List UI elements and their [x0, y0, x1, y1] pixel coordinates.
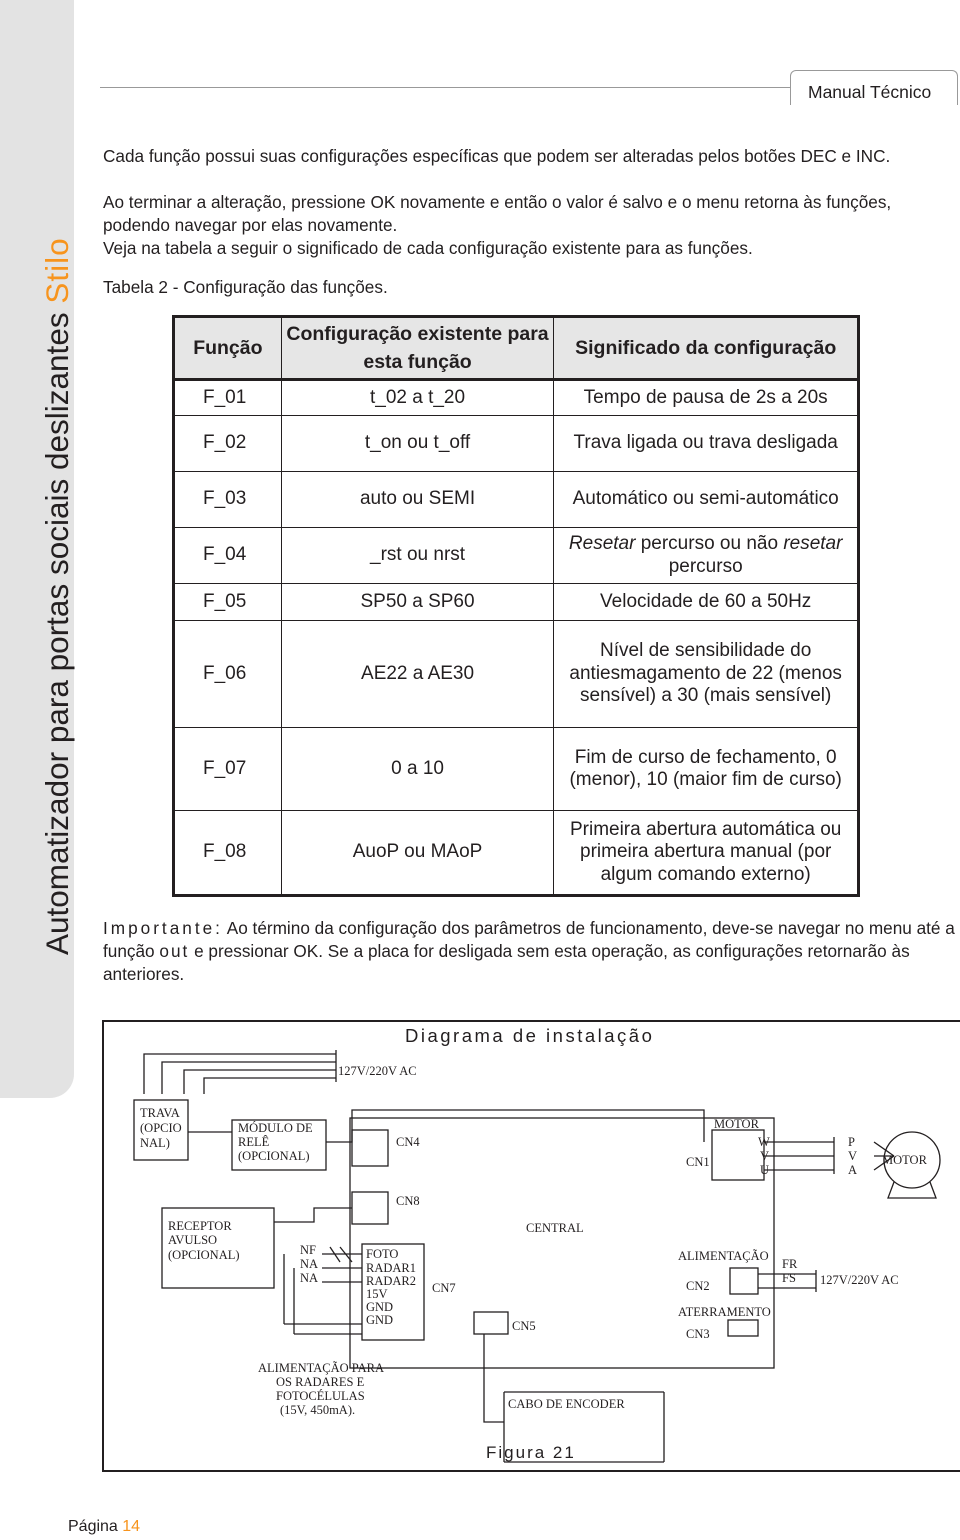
wire: [274, 1208, 352, 1222]
diagram-title: Diagrama de instalação: [405, 1025, 655, 1046]
sidebar-title: [37, 237, 77, 955]
alim-radares-label-4: (15V, 450mA).: [280, 1403, 356, 1417]
header-cell-config: Configuração existente para esta função: [281, 317, 554, 380]
table-caption: Tabela 2 - Configuração das funções.: [103, 277, 388, 297]
cell-config: _rst ou nrst: [281, 528, 554, 584]
function-table: [172, 315, 860, 897]
cell-significado: [554, 528, 859, 584]
alim-radares-label-3: FOTOCÉLULAS: [276, 1389, 365, 1403]
important-lead: Importante:: [103, 918, 223, 938]
table-row: [174, 584, 859, 621]
central-label: CENTRAL: [526, 1221, 584, 1235]
fs-label: FS: [782, 1271, 796, 1285]
cell-significado: Trava ligada ou trava desligada: [554, 416, 859, 472]
cell-significado: Tempo de pausa de 2s a 20s: [554, 380, 859, 416]
cn8-label: CN8: [396, 1194, 420, 1208]
important-text-1: Ao término da configuração dos parâmetros de funcionamento, deve-se navegar no menu até a função: [103, 918, 955, 961]
encoder-label: CABO DE ENCODER: [508, 1397, 625, 1411]
ac-top-label: 127V/220V AC: [338, 1064, 417, 1078]
cell-significado: Automático ou semi-automático: [554, 472, 859, 528]
diagram-svg: [104, 1022, 960, 1470]
a-label: A: [848, 1163, 858, 1177]
intro-paragraph-3: Veja na tabela a seguir o significado de cada configuração existente para as funções.: [103, 238, 753, 258]
motor-base: [888, 1182, 936, 1198]
wire: [184, 1070, 336, 1094]
cell-config: SP50 a SP60: [281, 584, 554, 621]
intro-paragraph-1: Cada função possui suas configurações específicas que podem ser alteradas pelos botões DEC e INC.: [103, 146, 891, 166]
cell-significado: Fim de curso de fechamento, 0 (menor), 10 (maior fim de curso): [554, 728, 859, 811]
receptor-label-3: (OPCIONAL): [168, 1248, 240, 1262]
cell-funcao: F_01: [174, 380, 282, 416]
cn8-connector: [352, 1192, 388, 1224]
cn1-label: CN1: [686, 1155, 710, 1169]
important-code: out: [159, 941, 190, 961]
intro-paragraph-2: Ao terminar a alteração, pressione OK novamente e então o valor é salvo e o menu retorna às funções, podendo navegar por elas novamente.: [103, 192, 892, 235]
cell-funcao: F_06: [174, 621, 282, 728]
significado-mid: percurso ou não: [635, 533, 784, 554]
figure-caption: Figura 21: [486, 1443, 576, 1462]
cell-config: 0 a 10: [281, 728, 554, 811]
receptor-label-2: AVULSO: [168, 1233, 218, 1247]
cn7-label: CN7: [432, 1281, 456, 1295]
trava-label-1: TRAVA: [140, 1106, 180, 1120]
foto-label-4: 15V: [366, 1287, 388, 1301]
motor-label: MOTOR: [882, 1153, 927, 1167]
significado-em-2: resetar: [783, 533, 843, 554]
sidebar-title-main: Automatizador para portas sociais deslizantes: [39, 312, 75, 955]
header-cell-funcao: Função: [174, 317, 282, 380]
wire: [204, 1078, 336, 1094]
alim-radares-label-1: ALIMENTAÇÃO PARA: [258, 1361, 384, 1375]
w-label: W: [758, 1135, 770, 1149]
alim-radares-label-2: OS RADARES E: [276, 1375, 365, 1389]
sidebar-title-brand: Stilo: [39, 237, 75, 304]
na-label-2: NA: [300, 1271, 319, 1285]
foto-label-5: GND: [366, 1300, 394, 1314]
significado-end: percurso: [668, 555, 743, 577]
page-footer: [68, 1518, 140, 1536]
cell-funcao: F_03: [174, 472, 282, 528]
wire: [326, 1110, 704, 1142]
fr-label: FR: [782, 1257, 798, 1271]
table-row: [174, 528, 859, 584]
cell-significado: Nível de sensibilidade do antiesmagamento de 22 (menos sensível) a 30 (mais sensível): [554, 621, 859, 728]
ac-right-label: 127V/220V AC: [820, 1273, 899, 1287]
cn2-label: CN2: [686, 1279, 710, 1293]
cn4-label: CN4: [396, 1135, 420, 1149]
trava-label-3: NAL): [140, 1136, 170, 1150]
table-row: [174, 728, 859, 811]
cell-funcao: F_08: [174, 811, 282, 896]
v2-label: V: [848, 1149, 858, 1163]
cn3-connector: [728, 1320, 758, 1336]
page-number: 14: [122, 1518, 141, 1535]
cn4-connector: [352, 1130, 388, 1166]
modulo-label-3: (OPCIONAL): [238, 1149, 310, 1163]
cn5-connector: [474, 1312, 508, 1334]
header-label: Manual Técnico: [808, 82, 932, 102]
significado-em-1: Resetar: [568, 533, 636, 554]
cn5-label: CN5: [512, 1319, 536, 1333]
table-row: [174, 472, 859, 528]
cell-significado: Velocidade de 60 a 50Hz: [554, 584, 859, 621]
cell-significado: Primeira abertura automática ou primeira abertura manual (por algum comando externo): [569, 818, 842, 885]
aterramento-label: ATERRAMENTO: [678, 1305, 771, 1319]
important-text-2: e pressionar OK. Se a placa for desligada sem esta operação, as configurações retornarão às anteriores.: [103, 941, 910, 984]
installation-diagram: [102, 1020, 960, 1472]
header-tab: [790, 70, 958, 105]
cn3-label: CN3: [686, 1327, 710, 1341]
alimentacao-label: ALIMENTAÇÃO: [678, 1249, 769, 1263]
wire: [484, 1334, 504, 1422]
cell-config: t_on ou t_off: [281, 416, 554, 472]
foto-label-2: RADAR1: [366, 1261, 417, 1275]
table-header-row: [174, 317, 859, 380]
receptor-label-1: RECEPTOR: [168, 1219, 232, 1233]
na-label-1: NA: [300, 1257, 319, 1271]
page-label: Página: [68, 1518, 118, 1535]
cell-funcao: F_04: [174, 528, 282, 584]
cn2-connector: [730, 1268, 758, 1294]
cell-funcao: F_02: [174, 416, 282, 472]
central-board: [350, 1118, 774, 1368]
table-row: [174, 416, 859, 472]
trava-label-2: (OPCIO: [140, 1121, 182, 1135]
table-row: [174, 621, 859, 728]
wire: [144, 1054, 336, 1094]
header-cell-significado: Significado da configuração: [554, 317, 859, 380]
cn1-connector: [712, 1130, 764, 1180]
table-row: [174, 380, 859, 416]
cell-config: t_02 a t_20: [281, 380, 554, 416]
u-label: U: [760, 1163, 770, 1177]
table-row: [174, 811, 859, 896]
v-label: V: [760, 1149, 770, 1163]
cell-config: AE22 a AE30: [281, 621, 554, 728]
modulo-label-2: RELÊ: [238, 1135, 270, 1149]
header-rule: [100, 87, 800, 88]
cell-config: AuoP ou MAoP: [281, 811, 554, 896]
modulo-label-1: MÓDULO DE: [238, 1121, 313, 1135]
important-note: [103, 917, 960, 986]
cell-config: auto ou SEMI: [281, 472, 554, 528]
p-label: P: [848, 1135, 855, 1149]
cell-funcao: F_05: [174, 584, 282, 621]
foto-label-3: RADAR2: [366, 1274, 417, 1288]
cell-funcao: F_07: [174, 728, 282, 811]
nf-label: NF: [300, 1243, 316, 1257]
motor-header-label: MOTOR: [714, 1117, 759, 1131]
foto-label-6: GND: [366, 1313, 394, 1327]
foto-label-1: FOTO: [366, 1247, 399, 1261]
sidebar-band: [0, 0, 74, 1098]
